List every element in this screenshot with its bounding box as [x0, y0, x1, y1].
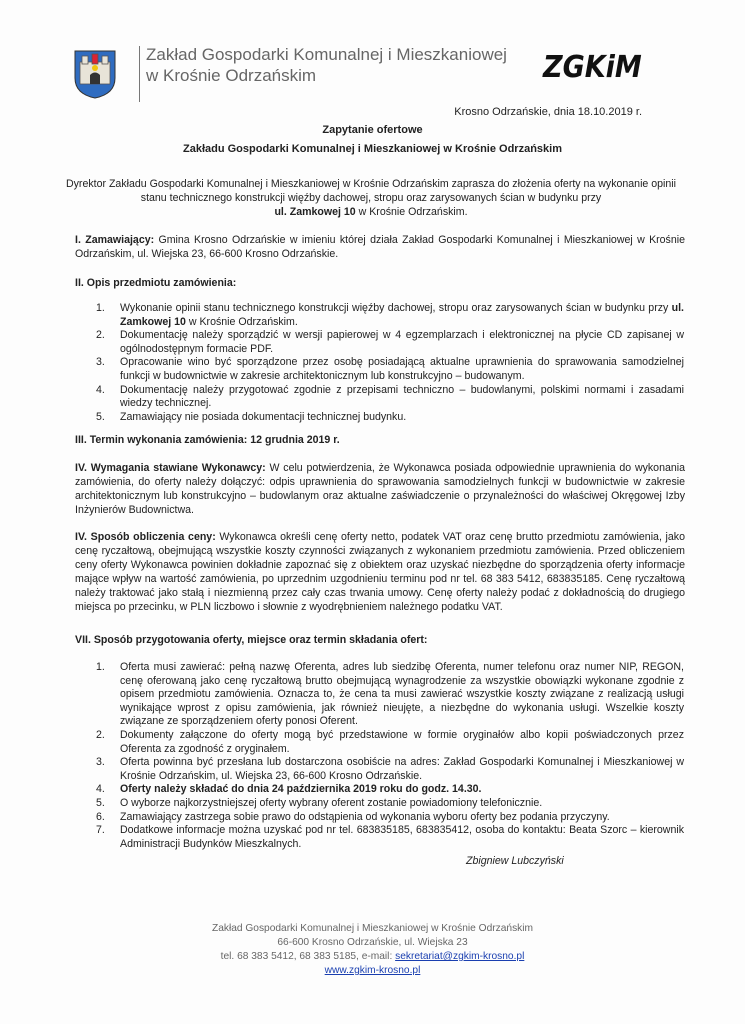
list-item-text-part: Dokumenty załączone do oferty mogą być przedstawione w formie oryginałów albo kopii poświadczonych przez Oferenta za zgodność z oryginałem.: [120, 728, 684, 755]
list-item: [96, 824, 684, 851]
intro-text: Dyrektor Zakładu Gospodarki Komunalnej i Mieszkaniowej w Krośnie Odrzańskim zaprasza do złożenia oferty na wykonanie opinii stanu technicznego konstrukcji więźby dachowej, stropu oraz zarysowanych ścian w budynku przy: [65, 178, 676, 204]
list-item-text: [120, 356, 684, 383]
section-ordering-party: [75, 233, 685, 261]
list-item-text: [120, 824, 684, 851]
list-item-number: 5.: [96, 796, 105, 809]
header-divider: [139, 46, 140, 102]
list-item-text-part: Opracowanie wino być sporządzone przez osobę posiadającą aktualne uprawnienia do sprawowania samodzielnej funkcji w budownictwie w zakresie architektonicznym lub konstrukcyjno – budowanym.: [120, 356, 684, 382]
section-heading: I. Zamawiający:: [75, 234, 155, 246]
letter-date: Krosno Odrzańskie, dnia 18.10.2019 r.: [454, 106, 642, 118]
list-item: [96, 811, 684, 825]
list-item-text-part: Oferta powinna być przesłana lub dostarczona osobiście na adres: Zakład Gospodarki Komunalnej i Mieszkaniowej w Krośnie Odrzańskim, ul. Wiejska 23, 66-600 Krosno Odrzańskie.: [120, 756, 684, 782]
list-item-bold-part: Oferty należy składać do dnia 24 października 2019 roku do godz. 14.30.: [120, 783, 482, 796]
list-item: [96, 729, 684, 756]
section-requirements: [75, 461, 685, 517]
list-item-text-part: Dokumentację należy sporządzić w wersji papierowej w 4 egzemplarzach i elektronicznej na płycie CD zapisanej w ogólnodostępnym formacie PDF.: [120, 329, 684, 355]
intro-address: ul. Zamkowej 10: [274, 206, 356, 218]
list-item: [96, 797, 684, 811]
letterhead: [72, 44, 672, 104]
list-item-text-part: Dodatkowe informacje można uzyskać pod nr tel. 683835185, 683835412, osoba do kontaktu: Beata Szorc – kierownik Administracji Budynków Mieszkalnych.: [120, 824, 684, 850]
org-name-line2: w Krośnie Odrzańskim: [146, 66, 317, 85]
list-item-text: [120, 756, 684, 783]
signature: Zbigniew Lubczyński: [466, 855, 564, 867]
organization-name: [146, 44, 507, 86]
email-link[interactable]: sekretariat@zgkim-krosno.pl: [395, 951, 525, 962]
list-item: [96, 661, 684, 729]
list-item-text-tail: w Krośnie Odrzańskim.: [185, 315, 298, 328]
list-item-text: [120, 329, 684, 356]
list-item-text-part: O wyborze najkorzystniejszej oferty wybrany oferent zostanie powiadomiony telefonicznie.: [120, 796, 543, 809]
list-item: [96, 302, 684, 329]
deadline-value: 12 grudnia 2019 r.: [247, 434, 340, 446]
section-heading: IV. Sposób obliczenia ceny:: [75, 531, 216, 543]
footer-line2: 66-600 Krosno Odrzańskie, ul. Wiejska 23: [277, 937, 468, 948]
website-link[interactable]: www.zgkim-krosno.pl: [324, 965, 421, 976]
footer-line1: Zakład Gospodarki Komunalnej i Mieszkaniowej w Krośnie Odrzańskim: [211, 923, 534, 934]
list-item-text-part: Oferta musi zawierać: pełną nazwę Oferenta, adres lub siedzibę Oferenta, numer telefonu oraz numer NIP, REGON, cenę oferowaną jako cenę ryczałtową brutto obejmującą wynagrodzenie za wszystkie obowiązki wykonane zgodnie z opisem przedmiotu zamówienia. Oznacza to, że cena ta musi zawierać wszystkie koszty związane z realizacją usługi wynikające wprost z opisu zamówienia, jak również nieujęte, a niezbędne do wykonania usługi. Wszelkie koszty związane ze sporządzeniem oferty ponosi Oferent.: [120, 661, 684, 728]
document-subtitle: Zakładu Gospodarki Komunalnej i Mieszkaniowej w Krośnie Odrzańskim: [183, 143, 562, 155]
list-item-bold-part: ul. Zamkowej 10: [120, 302, 684, 328]
list-item-number: 5.: [96, 410, 105, 423]
section-heading: II. Opis przedmiotu zamówienia:: [75, 277, 237, 289]
list-item: [96, 329, 684, 356]
footer-line4: [0, 964, 745, 978]
list-item-number: 4.: [96, 783, 105, 796]
list-item-text: [120, 384, 684, 411]
list-item: [96, 356, 684, 383]
list-item-number: 7.: [96, 824, 105, 837]
section-subject-heading: [75, 276, 685, 290]
coat-of-arms-icon: [72, 48, 118, 100]
list-item-text: [120, 783, 684, 797]
footer: [0, 922, 745, 978]
list-item-number: 1.: [96, 661, 105, 673]
list-item: [96, 384, 684, 411]
footer-phones: tel. 68 383 5412, 68 383 5185, e-mail:: [220, 951, 396, 962]
section-offer-heading: [75, 633, 685, 647]
list-item-text-part: Dokumentację należy przygotować zgodnie z przepisami techniczno – budowlanymi, polskimi normami i zasadami wiedzy technicznej.: [120, 383, 684, 410]
section-text: Wykonawca określi cenę oferty netto, podatek VAT oraz cenę brutto przedmiotu zamówienia, jako cenę ryczałtową, obejmującą wszystkie koszty czynności związanych z wykonaniem przedmiotu zamówienia. Przed obliczeniem ceny oferty Wykonawca powinien dokładnie zapoznać się z obiektem oraz uzyskać niezbędne do sporządzenia oferty informacje mające wpływ na wartość zamówienia, po uprzednim uzgodnieniu terminu pod nr tel. 68 383 5412, 683835185. Cenę ryczałtową należy traktować jako stałą i niezmienną przez cały czas trwania umowy. Cenę oferty należy podać z dokładnością do drugiego miejsca po przecinku, w PLN liczbowo i słownie z wyodrębnieniem należnego podatku VAT.: [75, 531, 685, 613]
footer-line3: [0, 950, 745, 964]
zgkim-logo: ZGKiM: [543, 50, 642, 85]
section-heading: IV. Wymagania stawiane Wykonawcy:: [75, 462, 266, 474]
list-item-text-part: Zamawiający zastrzega sobie prawo do odstąpienia od wykonania wyboru oferty bez podania przyczyny.: [120, 810, 610, 823]
list-item-number: 3.: [96, 756, 105, 769]
list-item: [96, 756, 684, 783]
list-item-number: 2.: [96, 329, 105, 342]
section-heading: VII. Sposób przygotowania oferty, miejsce oraz termin składania ofert:: [75, 634, 428, 646]
list-item-text-part: Zamawiający nie posiada dokumentacji technicznej budynku.: [120, 410, 407, 423]
section-deadline: [75, 433, 685, 447]
section-heading: III. Termin wykonania zamówienia:: [75, 434, 248, 446]
list-item-number: 1.: [96, 302, 105, 314]
list-item-text: [120, 411, 684, 425]
list-item-text: [120, 797, 684, 811]
section-text: Gmina Krosno Odrzańskie w imieniu której działa Zakład Gospodarki Komunalnej i Mieszkaniowej w Krośnie Odrzańskim, ul. Wiejska 23, 66-600 Krosno Odrzańskie.: [75, 234, 685, 260]
list-item-number: 6.: [96, 810, 105, 823]
document-title: Zapytanie ofertowe: [322, 124, 423, 136]
section-text: W celu potwierdzenia, że Wykonawca posiada odpowiednie uprawnienia do wykonania zamówienia, do oferty należy dołączyć: odpis uprawnienia do sprawowania samodzielnych funkcji w budownictwie w zakresie architektonicznym lub konstrukcyjno – budowlanym oraz aktualne zaświadczenie o przynależności do właściwej Okręgowej Izby Inżynierów Budownictwa.: [75, 462, 685, 516]
intro-paragraph: [60, 177, 682, 219]
list-item: [96, 411, 684, 425]
offer-list: [96, 661, 684, 851]
subject-list: [96, 302, 684, 424]
list-item-number: 4.: [96, 383, 105, 396]
list-item-text: [120, 661, 684, 729]
list-item-number: 3.: [96, 356, 105, 369]
intro-tail: w Krośnie Odrzańskim.: [355, 206, 468, 218]
section-price: [75, 530, 685, 614]
list-item: [96, 783, 684, 797]
list-item-text: [120, 811, 684, 825]
list-item-text: [120, 302, 684, 329]
list-item-text: [120, 729, 684, 756]
list-item-number: 2.: [96, 728, 105, 741]
org-name-line1: Zakład Gospodarki Komunalnej i Mieszkaniowej: [146, 45, 507, 64]
list-item-text-part: Wykonanie opinii stanu technicznego konstrukcji więźby dachowej, stropu oraz zarysowanych ścian w budynku przy: [120, 302, 672, 314]
